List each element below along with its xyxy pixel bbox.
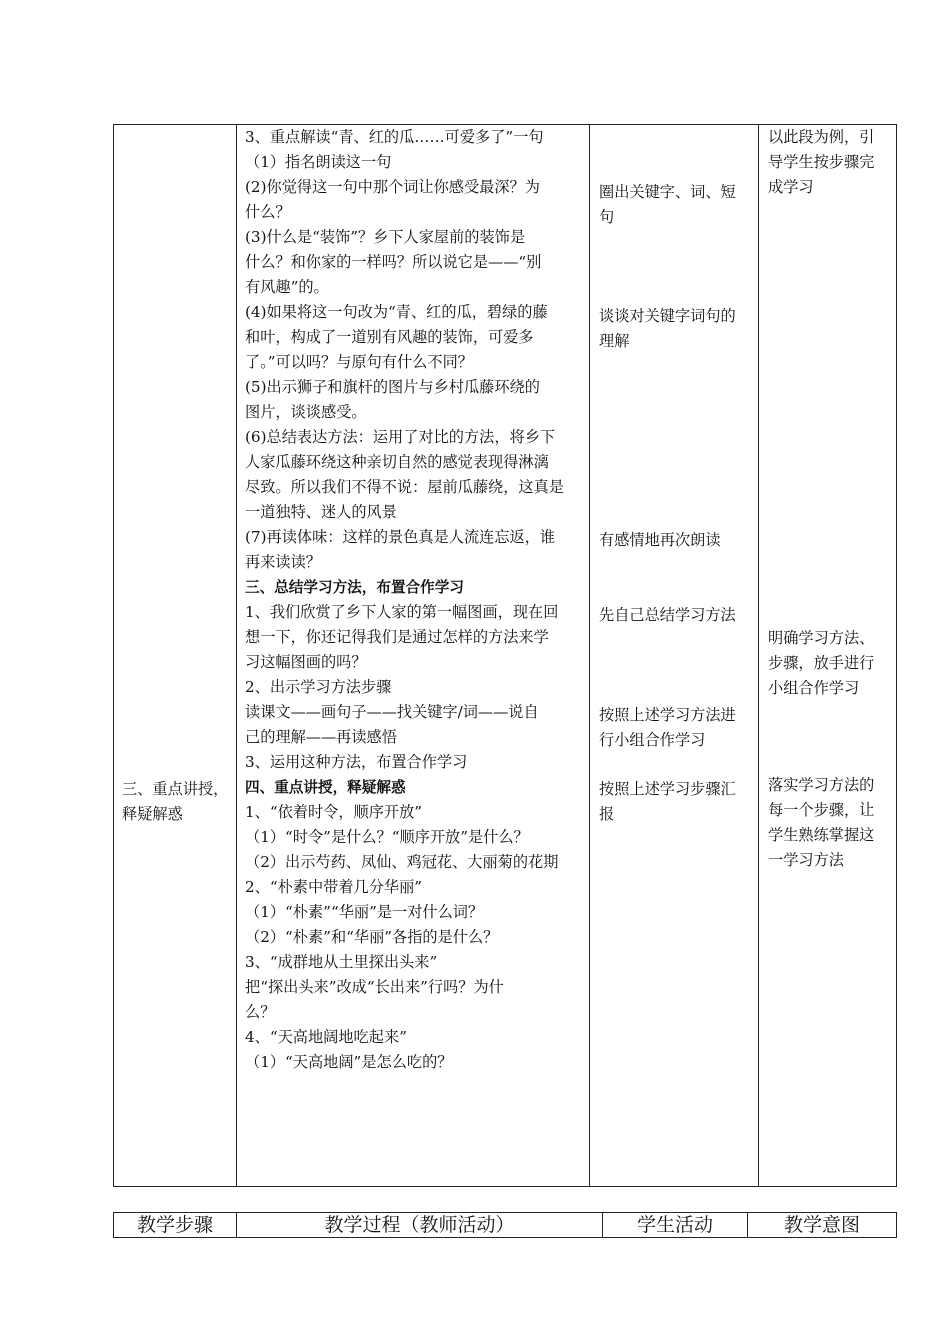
teacher-line: 了。”可以吗？与原句有什么不同？ — [245, 353, 473, 371]
teacher-line: 一道独特、迷人的风景 — [245, 503, 397, 521]
teacher-line: （1）“时令”是什么？“顺序开放”是什么？ — [245, 828, 529, 846]
intent-line: 落实学习方法的 — [768, 776, 875, 794]
teacher-activity-cell — [237, 125, 590, 1187]
step-line: 三、重点讲授， — [122, 780, 229, 798]
teacher-line: 3、重点解读“青、红的瓜……可爱多了”一句 — [245, 128, 544, 146]
student-line: 理解 — [599, 332, 630, 350]
teacher-line: 1、“依着时令，顺序开放” — [245, 803, 423, 821]
teacher-line: 3、运用这种方法，布置合作学习 — [245, 753, 468, 771]
teacher-line: 什么？ — [245, 203, 291, 221]
teacher-line: (3)什么是“装饰”？乡下人家屋前的装饰是 — [245, 228, 526, 246]
teacher-line: (7)再读体味：这样的景色真是人流连忘返，谁 — [245, 528, 556, 546]
student-line: 报 — [599, 805, 615, 823]
next-table-header — [113, 1212, 897, 1238]
teacher-line: 有风趣”的。 — [245, 278, 329, 296]
teacher-line: （1）“天高地阔”是怎么吃的？ — [245, 1053, 453, 1071]
intent-line: 以此段为例，引 — [768, 128, 875, 146]
section-heading: 三、总结学习方法，布置合作学习 — [245, 579, 464, 596]
intent-line: 步骤，放手进行 — [768, 654, 875, 672]
teacher-line: 习这幅图画的吗？ — [245, 653, 367, 671]
student-line: 先自己总结学习方法 — [599, 606, 736, 624]
lesson-plan-table — [113, 124, 897, 1187]
header-row — [114, 1213, 897, 1238]
teacher-line: 么？ — [245, 1003, 276, 1021]
section-heading: 四、重点讲授，释疑解惑 — [245, 779, 406, 796]
header-teaching-intent: 教学意图 — [748, 1213, 897, 1238]
teaching-intent-cell — [759, 125, 897, 1187]
student-line: 谈谈对关键字词句的 — [599, 307, 736, 325]
teacher-line: 人家瓜藤环绕这种亲切自然的感觉表现得淋漓 — [245, 453, 549, 471]
intent-line: 学生熟练掌握这 — [768, 826, 875, 844]
teacher-line: 尽致。所以我们不得不说：屋前瓜藤绕，这真是 — [245, 478, 564, 496]
teacher-line: （1）“朴素”“华丽”是一对什么词？ — [245, 903, 484, 921]
teacher-line: (5)出示狮子和旗杆的图片与乡村瓜藤环绕的 — [245, 378, 540, 396]
teacher-line: （2）“朴素”和“华丽”各指的是什么？ — [245, 928, 499, 946]
teacher-line: 和叶，构成了一道别有风趣的装饰，可爱多 — [245, 328, 534, 346]
student-line: 按照上述学习方法进 — [599, 706, 736, 724]
intent-line: 一学习方法 — [768, 851, 844, 869]
teacher-line: 什么？和你家的一样吗？所以说它是——“别 — [245, 253, 542, 271]
intent-line: 导学生按步骤完 — [768, 153, 875, 171]
teacher-line: 3、“成群地从土里探出头来” — [245, 953, 438, 971]
teacher-line: 己的理解——再读感悟 — [245, 728, 397, 746]
teacher-line: 1、我们欣赏了乡下人家的第一幅图画，现在回 — [245, 603, 559, 621]
teacher-line: 再来读读？ — [245, 553, 321, 571]
step-cell — [114, 125, 237, 1187]
intent-line: 成学习 — [768, 178, 814, 196]
teacher-line: 把“探出头来”改成“长出来”行吗？为什 — [245, 978, 504, 996]
student-line: 按照上述学习步骤汇 — [599, 780, 736, 798]
teacher-line: (4)如果将这一句改为“青、红的瓜，碧绿的藤 — [245, 303, 548, 321]
teacher-line: 2、“朴素中带着几分华丽” — [245, 878, 423, 896]
student-line: 行小组合作学习 — [599, 731, 706, 749]
student-line: 圈出关键字、词、短 — [599, 183, 736, 201]
teacher-line: 读课文——画句子——找关键字/词——说自 — [245, 703, 539, 721]
teacher-line: 想一下，你还记得我们是通过怎样的方法来学 — [245, 628, 549, 646]
intent-line: 每一个步骤，让 — [768, 801, 875, 819]
teacher-line: (2)你觉得这一句中那个词让你感受最深？为 — [245, 178, 540, 196]
intent-line: 小组合作学习 — [768, 679, 860, 697]
step-line: 释疑解惑 — [122, 805, 183, 823]
intent-line: 明确学习方法、 — [768, 629, 875, 647]
header-step: 教学步骤 — [114, 1213, 237, 1238]
student-activity-cell — [590, 125, 759, 1187]
teacher-line: 图片，谈谈感受。 — [245, 403, 367, 421]
teacher-line: （1）指名朗读这一句 — [245, 153, 392, 171]
teacher-line: （2）出示芍药、凤仙、鸡冠花、大丽菊的花期 — [245, 853, 559, 871]
teacher-line: (6)总结表达方法：运用了对比的方法，将乡下 — [245, 428, 556, 446]
teacher-line: 4、“天高地阔地吃起来” — [245, 1028, 407, 1046]
table-row — [114, 125, 897, 1187]
teacher-line: 2、出示学习方法步骤 — [245, 678, 392, 696]
student-line: 句 — [599, 208, 615, 226]
header-teacher-activity: 教学过程（教师活动） — [237, 1213, 603, 1238]
header-student-activity: 学生活动 — [603, 1213, 748, 1238]
student-line: 有感情地再次朗读 — [599, 531, 721, 549]
